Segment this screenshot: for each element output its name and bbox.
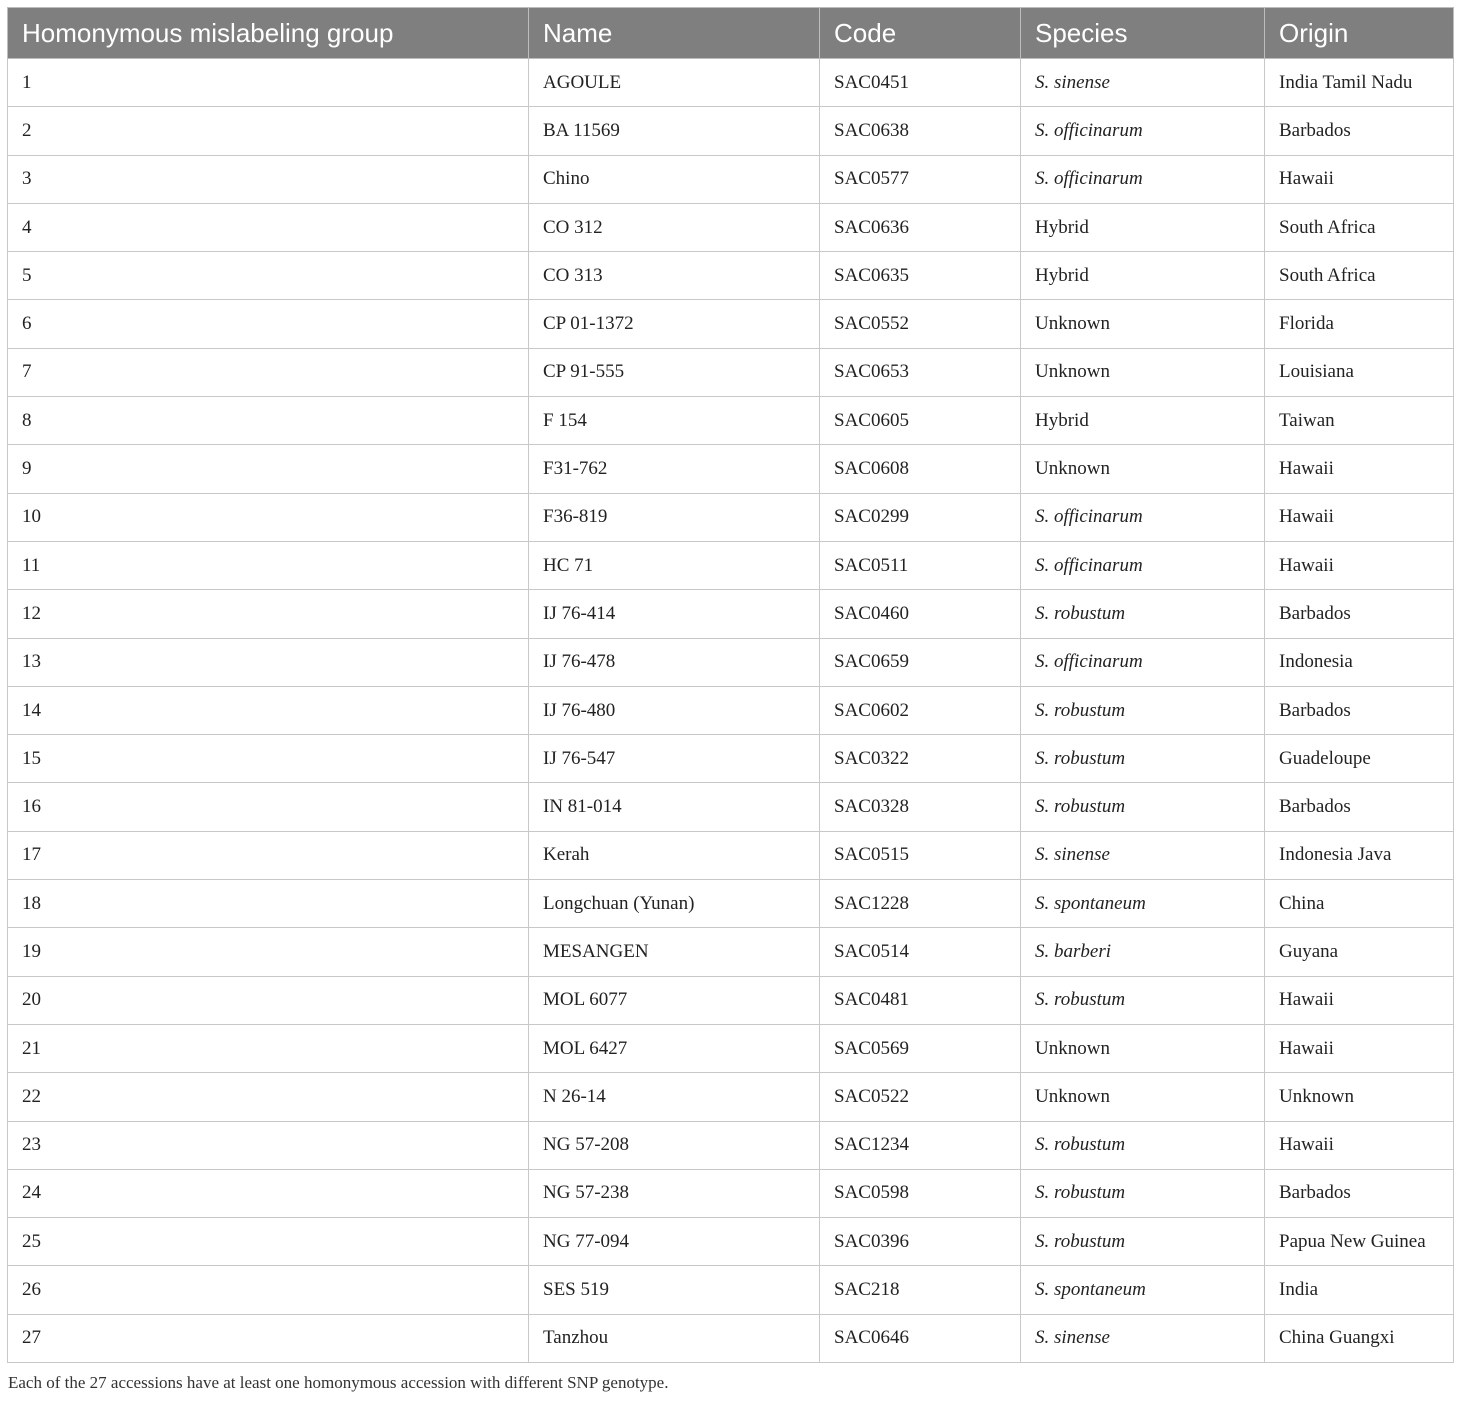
- species-genus-abbr: S.: [1035, 1327, 1050, 1349]
- cell-group: 21: [8, 1024, 529, 1072]
- cell-group: 4: [8, 203, 529, 251]
- header-species: Species: [1021, 8, 1265, 59]
- cell-species: [1021, 976, 1265, 1024]
- table-row: [8, 1169, 1454, 1217]
- cell-group: 24: [8, 1169, 529, 1217]
- cell-origin: Hawaii: [1265, 1121, 1454, 1169]
- species-genus-abbr: S.: [1035, 1230, 1050, 1252]
- header-row: [8, 8, 1454, 59]
- cell-name: Tanzhou: [529, 1314, 820, 1362]
- table-header: [8, 8, 1454, 59]
- cell-origin: Barbados: [1265, 107, 1454, 155]
- cell-code: SAC0322: [820, 735, 1021, 783]
- cell-species: Unknown: [1021, 445, 1265, 493]
- cell-species: Unknown: [1021, 348, 1265, 396]
- table-row: [8, 445, 1454, 493]
- table-row: [8, 638, 1454, 686]
- cell-origin: Guadeloupe: [1265, 735, 1454, 783]
- cell-code: SAC0598: [820, 1169, 1021, 1217]
- cell-group: 13: [8, 638, 529, 686]
- cell-origin: Hawaii: [1265, 1024, 1454, 1072]
- cell-name: IJ 76-547: [529, 735, 820, 783]
- cell-origin: Barbados: [1265, 590, 1454, 638]
- cell-code: SAC0646: [820, 1314, 1021, 1362]
- species-epithet: robustum: [1054, 989, 1126, 1011]
- species-epithet: spontaneum: [1054, 1279, 1146, 1301]
- cell-code: SAC0636: [820, 203, 1021, 251]
- cell-origin: Hawaii: [1265, 493, 1454, 541]
- cell-species: [1021, 1314, 1265, 1362]
- cell-species: [1021, 493, 1265, 541]
- cell-name: SES 519: [529, 1266, 820, 1314]
- cell-origin: Indonesia: [1265, 638, 1454, 686]
- cell-species: [1021, 831, 1265, 879]
- cell-species: [1021, 686, 1265, 734]
- table-row: [8, 928, 1454, 976]
- species-genus-abbr: S.: [1035, 651, 1050, 673]
- cell-species: [1021, 1266, 1265, 1314]
- cell-group: 27: [8, 1314, 529, 1362]
- cell-origin: South Africa: [1265, 252, 1454, 300]
- cell-species: Hybrid: [1021, 252, 1265, 300]
- cell-group: 23: [8, 1121, 529, 1169]
- table-row: [8, 1024, 1454, 1072]
- cell-origin: South Africa: [1265, 203, 1454, 251]
- cell-origin: Indonesia Java: [1265, 831, 1454, 879]
- species-epithet: officinarum: [1054, 119, 1143, 141]
- table-row: [8, 300, 1454, 348]
- cell-origin: Hawaii: [1265, 155, 1454, 203]
- cell-group: 20: [8, 976, 529, 1024]
- cell-group: 15: [8, 735, 529, 783]
- cell-code: SAC0396: [820, 1218, 1021, 1266]
- cell-name: IJ 76-480: [529, 686, 820, 734]
- cell-code: SAC0635: [820, 252, 1021, 300]
- species-epithet: robustum: [1054, 602, 1126, 624]
- table-row: [8, 541, 1454, 589]
- cell-origin: Barbados: [1265, 783, 1454, 831]
- cell-name: IJ 76-414: [529, 590, 820, 638]
- cell-name: NG 57-208: [529, 1121, 820, 1169]
- cell-code: SAC0511: [820, 541, 1021, 589]
- table-row: [8, 203, 1454, 251]
- cell-name: Kerah: [529, 831, 820, 879]
- table-row: [8, 590, 1454, 638]
- table-row: [8, 107, 1454, 155]
- species-epithet: robustum: [1054, 1230, 1126, 1252]
- table-row: [8, 1073, 1454, 1121]
- cell-code: SAC0451: [820, 59, 1021, 107]
- cell-name: MOL 6427: [529, 1024, 820, 1072]
- cell-code: SAC0638: [820, 107, 1021, 155]
- cell-group: 14: [8, 686, 529, 734]
- cell-group: 8: [8, 397, 529, 445]
- header-name: Name: [529, 8, 820, 59]
- cell-group: 6: [8, 300, 529, 348]
- cell-species: [1021, 735, 1265, 783]
- table-row: [8, 397, 1454, 445]
- cell-species: [1021, 783, 1265, 831]
- species-epithet: officinarum: [1054, 651, 1143, 673]
- table-row: [8, 1218, 1454, 1266]
- cell-name: HC 71: [529, 541, 820, 589]
- cell-origin: Guyana: [1265, 928, 1454, 976]
- species-epithet: robustum: [1054, 796, 1126, 818]
- cell-code: SAC0577: [820, 155, 1021, 203]
- cell-group: 19: [8, 928, 529, 976]
- cell-origin: India Tamil Nadu: [1265, 59, 1454, 107]
- cell-group: 3: [8, 155, 529, 203]
- cell-species: [1021, 590, 1265, 638]
- species-genus-abbr: S.: [1035, 940, 1050, 962]
- species-genus-abbr: S.: [1035, 989, 1050, 1011]
- cell-name: BA 11569: [529, 107, 820, 155]
- header-code: Code: [820, 8, 1021, 59]
- table-body: [8, 59, 1454, 1363]
- cell-name: IN 81-014: [529, 783, 820, 831]
- cell-name: CO 312: [529, 203, 820, 251]
- species-genus-abbr: S.: [1035, 1182, 1050, 1204]
- cell-code: SAC1234: [820, 1121, 1021, 1169]
- cell-group: 11: [8, 541, 529, 589]
- cell-name: MESANGEN: [529, 928, 820, 976]
- species-epithet: sinense: [1054, 1327, 1110, 1349]
- cell-species: Unknown: [1021, 300, 1265, 348]
- species-genus-abbr: S.: [1035, 747, 1050, 769]
- cell-code: SAC218: [820, 1266, 1021, 1314]
- species-genus-abbr: S.: [1035, 554, 1050, 576]
- cell-name: CO 313: [529, 252, 820, 300]
- cell-code: SAC0481: [820, 976, 1021, 1024]
- cell-species: [1021, 1169, 1265, 1217]
- header-origin: Origin: [1265, 8, 1454, 59]
- cell-code: SAC0569: [820, 1024, 1021, 1072]
- cell-group: 18: [8, 880, 529, 928]
- species-epithet: officinarum: [1054, 554, 1143, 576]
- cell-name: CP 01-1372: [529, 300, 820, 348]
- cell-name: MOL 6077: [529, 976, 820, 1024]
- cell-species: Unknown: [1021, 1024, 1265, 1072]
- species-genus-abbr: S.: [1035, 796, 1050, 818]
- cell-code: SAC0659: [820, 638, 1021, 686]
- cell-origin: Barbados: [1265, 686, 1454, 734]
- cell-species: [1021, 541, 1265, 589]
- cell-name: IJ 76-478: [529, 638, 820, 686]
- cell-origin: China Guangxi: [1265, 1314, 1454, 1362]
- cell-species: [1021, 1121, 1265, 1169]
- cell-origin: Hawaii: [1265, 445, 1454, 493]
- cell-name: NG 57-238: [529, 1169, 820, 1217]
- table-footnote: Each of the 27 accessions have at least one homonymous accession with different SNP genotype.: [8, 1373, 669, 1392]
- species-epithet: sinense: [1054, 844, 1110, 866]
- cell-name: AGOULE: [529, 59, 820, 107]
- cell-species: [1021, 59, 1265, 107]
- cell-group: 26: [8, 1266, 529, 1314]
- cell-group: 12: [8, 590, 529, 638]
- species-genus-abbr: S.: [1035, 168, 1050, 190]
- table-row: [8, 976, 1454, 1024]
- cell-group: 1: [8, 59, 529, 107]
- cell-species: Hybrid: [1021, 203, 1265, 251]
- cell-origin: Hawaii: [1265, 976, 1454, 1024]
- cell-origin: Unknown: [1265, 1073, 1454, 1121]
- table-row: [8, 1121, 1454, 1169]
- cell-code: SAC1228: [820, 880, 1021, 928]
- table-row: [8, 252, 1454, 300]
- cell-code: SAC0608: [820, 445, 1021, 493]
- cell-group: 7: [8, 348, 529, 396]
- table-row: [8, 735, 1454, 783]
- table-row: [8, 880, 1454, 928]
- table-row: [8, 1314, 1454, 1362]
- table-row: [8, 783, 1454, 831]
- cell-origin: Louisiana: [1265, 348, 1454, 396]
- cell-species: [1021, 1218, 1265, 1266]
- cell-name: Longchuan (Yunan): [529, 880, 820, 928]
- table-row: [8, 493, 1454, 541]
- species-epithet: sinense: [1054, 71, 1110, 93]
- cell-group: 22: [8, 1073, 529, 1121]
- species-epithet: barberi: [1054, 940, 1111, 962]
- table-row: [8, 831, 1454, 879]
- cell-origin: Taiwan: [1265, 397, 1454, 445]
- cell-code: SAC0460: [820, 590, 1021, 638]
- species-epithet: officinarum: [1054, 168, 1143, 190]
- species-epithet: spontaneum: [1054, 892, 1146, 914]
- cell-group: 5: [8, 252, 529, 300]
- table-row: [8, 1266, 1454, 1314]
- cell-species: [1021, 928, 1265, 976]
- cell-name: N 26-14: [529, 1073, 820, 1121]
- cell-species: [1021, 880, 1265, 928]
- cell-origin: Papua New Guinea: [1265, 1218, 1454, 1266]
- cell-code: SAC0602: [820, 686, 1021, 734]
- species-genus-abbr: S.: [1035, 602, 1050, 624]
- species-genus-abbr: S.: [1035, 119, 1050, 141]
- species-genus-abbr: S.: [1035, 506, 1050, 528]
- species-genus-abbr: S.: [1035, 1134, 1050, 1156]
- species-genus-abbr: S.: [1035, 71, 1050, 93]
- cell-code: SAC0552: [820, 300, 1021, 348]
- species-epithet: robustum: [1054, 1182, 1126, 1204]
- cell-species: Hybrid: [1021, 397, 1265, 445]
- species-epithet: robustum: [1054, 747, 1126, 769]
- cell-origin: Florida: [1265, 300, 1454, 348]
- cell-origin: Hawaii: [1265, 541, 1454, 589]
- cell-species: Unknown: [1021, 1073, 1265, 1121]
- accessions-table: [7, 7, 1454, 1363]
- table-row: [8, 59, 1454, 107]
- cell-group: 2: [8, 107, 529, 155]
- cell-group: 17: [8, 831, 529, 879]
- header-group: Homonymous mislabeling group: [8, 8, 529, 59]
- cell-code: SAC0522: [820, 1073, 1021, 1121]
- species-epithet: robustum: [1054, 1134, 1126, 1156]
- cell-name: CP 91-555: [529, 348, 820, 396]
- cell-code: SAC0328: [820, 783, 1021, 831]
- cell-code: SAC0299: [820, 493, 1021, 541]
- species-epithet: robustum: [1054, 699, 1126, 721]
- cell-species: [1021, 638, 1265, 686]
- cell-code: SAC0653: [820, 348, 1021, 396]
- species-genus-abbr: S.: [1035, 892, 1050, 914]
- cell-name: F36-819: [529, 493, 820, 541]
- species-epithet: officinarum: [1054, 506, 1143, 528]
- cell-name: F 154: [529, 397, 820, 445]
- table-row: [8, 155, 1454, 203]
- cell-name: Chino: [529, 155, 820, 203]
- cell-species: [1021, 107, 1265, 155]
- cell-group: 9: [8, 445, 529, 493]
- cell-code: SAC0514: [820, 928, 1021, 976]
- cell-species: [1021, 155, 1265, 203]
- cell-origin: China: [1265, 880, 1454, 928]
- cell-group: 16: [8, 783, 529, 831]
- cell-origin: Barbados: [1265, 1169, 1454, 1217]
- table-row: [8, 348, 1454, 396]
- cell-name: F31-762: [529, 445, 820, 493]
- cell-code: SAC0515: [820, 831, 1021, 879]
- species-genus-abbr: S.: [1035, 699, 1050, 721]
- cell-group: 25: [8, 1218, 529, 1266]
- cell-group: 10: [8, 493, 529, 541]
- cell-origin: India: [1265, 1266, 1454, 1314]
- table-row: [8, 686, 1454, 734]
- cell-code: SAC0605: [820, 397, 1021, 445]
- species-genus-abbr: S.: [1035, 844, 1050, 866]
- species-genus-abbr: S.: [1035, 1279, 1050, 1301]
- cell-name: NG 77-094: [529, 1218, 820, 1266]
